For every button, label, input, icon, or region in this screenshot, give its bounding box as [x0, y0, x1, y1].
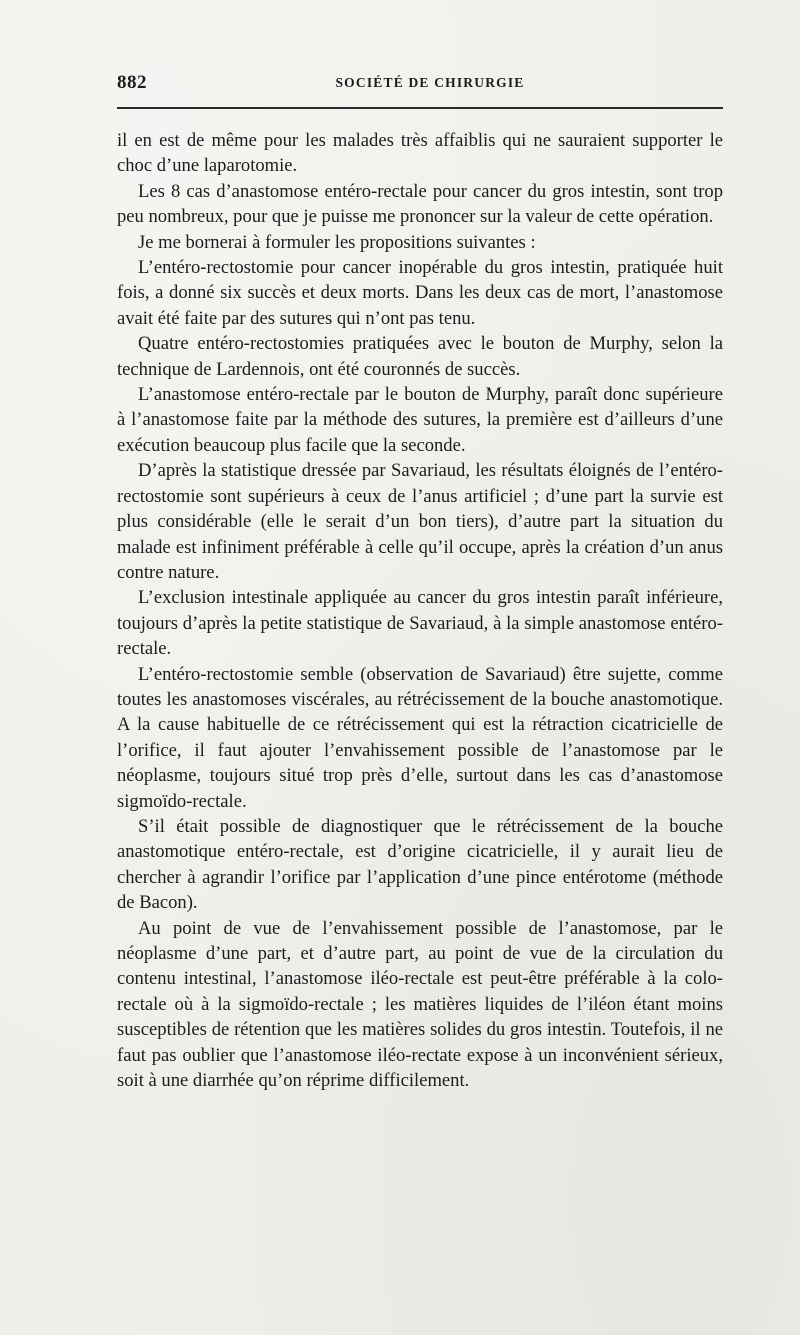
paragraph: S’il était possible de diagnostiquer que le rétrécissement de la bouche anastomotique entéro-rectale, est d’origine cicatricielle, il y aurait lieu de chercher à agrandir l’orifice par l’application d’une pince entérotome (méthode de Bacon). — [117, 815, 723, 914]
running-head: SOCIÉTÉ DE CHIRURGIE — [335, 75, 525, 90]
body-text — [117, 128, 723, 1093]
paragraph: Au point de vue de l’envahissement possible de l’anastomose, par le néoplasme d’une part, et d’autre part, au point de vue de la circulation du contenu intestinal, l’anastomose iléo-rectale est peut-être préférable à la colo-rectale où à la sigmoïdo-rectale ; les matières liquides de l’iléon étant moins susceptibles de rétention que les matières solides du gros intestin. Toutefois, il ne faut pas oublier que l’anastomose iléo-rectate expose à un inconvénient sérieux, soit à une diarrhée qu’on réprime difficilement. — [117, 917, 723, 1092]
paragraph: D’après la statistique dressée par Savariaud, les résultats éloignés de l’entéro-rectostomie sont supérieurs à ceux de l’anus artificiel ; d’une part la survie est plus considérable (elle le serait d’un bon tiers), d’autre part la situation du malade est infiniment préférable à celle qu’il occupe, après la création d’un anus contre nature. — [117, 460, 723, 583]
paragraph: Je me bornerai à formuler les propositions suivantes : — [138, 231, 536, 253]
paragraph: L’entéro-rectostomie semble (observation de Savariaud) être sujette, comme toutes les anastomoses viscérales, au rétrécissement de la bouche anastomotique. A la cause habituelle de ce rétrécissement qui est la rétraction cicatricielle de l’orifice, il faut ajouter l’envahissement possible de l’anastomose par le néoplasme, toujours situé trop près d’elle, surtout dans les cas d’anastomose sigmoïdo-rectale. — [117, 663, 723, 812]
paragraph: il en est de même pour les malades très affaiblis qui ne sauraient supporter le choc d’une laparotomie. — [117, 130, 723, 177]
paragraph: L’exclusion intestinale appliquée au cancer du gros intestin paraît inférieure, toujours d’après la petite statistique de Savariaud, à la simple anastomose entéro-rectale. — [117, 587, 723, 660]
page-number: 882 — [117, 72, 147, 93]
paragraph: L’entéro-rectostomie pour cancer inopérable du gros intestin, pratiquée huit fois, a donné six succès et deux morts. Dans les deux cas de mort, l’anastomose avait été faite par des sutures qui n’ont pas tenu. — [117, 257, 723, 329]
header-rule — [117, 107, 723, 109]
page-header — [117, 72, 723, 98]
paragraph: Les 8 cas d’anastomose entéro-rectale pour cancer du gros intestin, sont trop peu nombreux, pour que je puisse me prononcer sur la valeur de cette opération. — [117, 180, 723, 228]
paragraph: Quatre entéro-rectostomies pratiquées avec le bouton de Murphy, selon la technique de Lardennois, ont été couronnés de succès. — [117, 333, 723, 380]
paragraph: L’anastomose entéro-rectale par le bouton de Murphy, paraît donc supérieure à l’anastomose faite par la méthode des sutures, la première est d’ailleurs d’une exécution beaucoup plus facile que la seconde. — [117, 384, 723, 456]
